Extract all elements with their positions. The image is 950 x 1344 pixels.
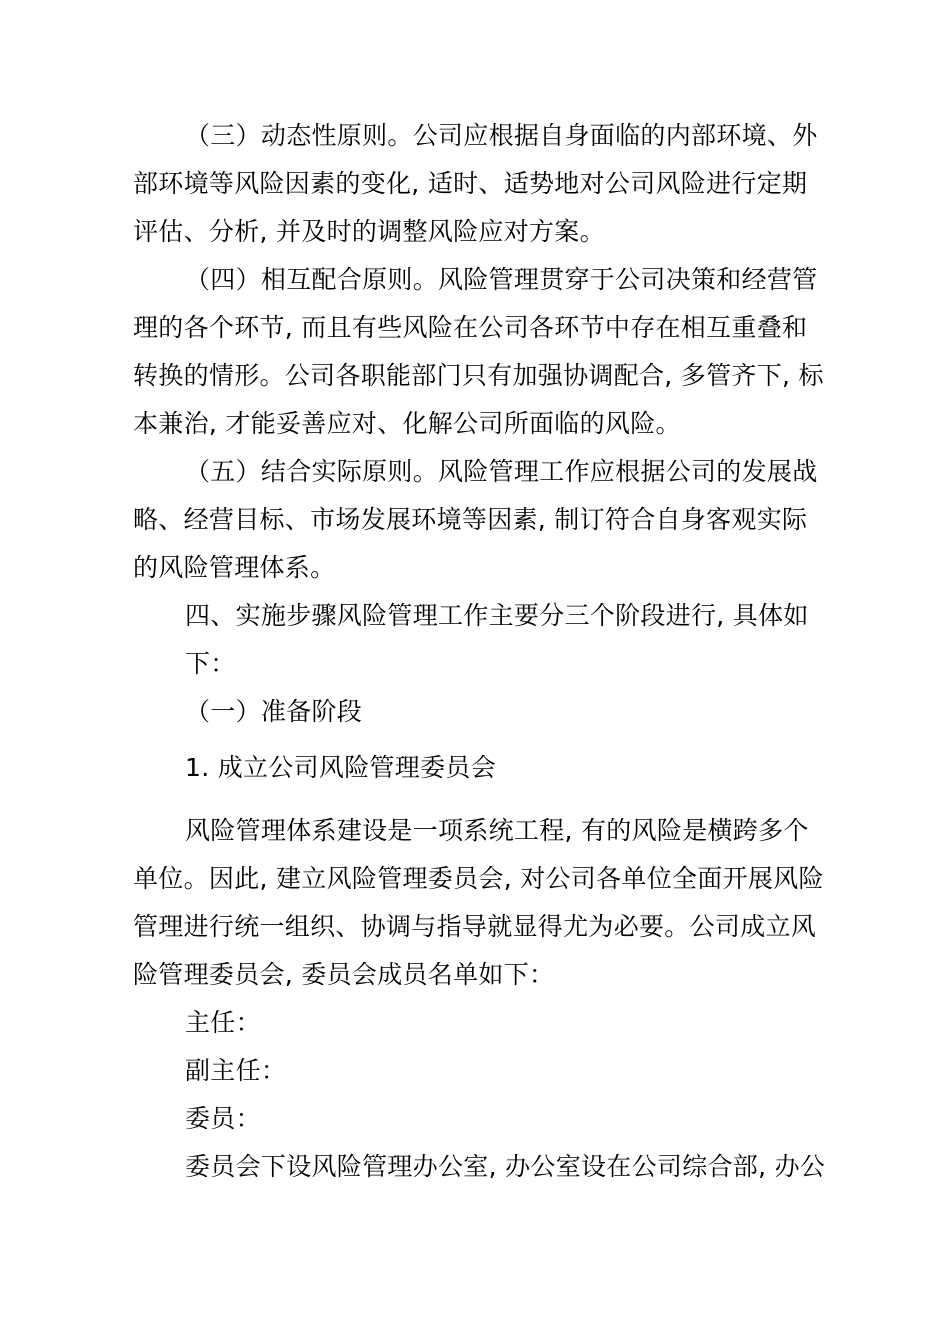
subheading-preparation-stage: （一）准备阶段 xyxy=(185,697,363,726)
member-label-deputy-director: 副主任： xyxy=(185,1056,287,1085)
paragraph-coordination-principle-line-2: 理的各个环节, 而且有些风险在公司各环节中存在相互重叠和 xyxy=(133,313,808,342)
paragraph-dynamic-principle-line-2: 部环境等风险因素的变化, 适时、适势地对公司风险进行定期 xyxy=(133,169,808,198)
paragraph-practical-principle-line-3: 的风险管理体系。 xyxy=(133,553,336,582)
paragraph-coordination-principle-line-4: 本兼治, 才能妥善应对、化解公司所面临的风险。 xyxy=(133,409,681,438)
section-heading-implementation-steps: 四、实施步骤风险管理工作主要分三个阶段进行, 具体如 xyxy=(185,601,809,630)
paragraph-practical-principle-line-2: 略、经营目标、市场发展环境等因素, 制订符合自身客观实际 xyxy=(133,505,808,534)
paragraph-coordination-principle-line-3: 转换的情形。公司各职能部门只有加强协调配合, 多管齐下, 标 xyxy=(133,361,824,390)
paragraph-dynamic-principle-line-3: 评估、分析, 并及时的调整风险应对方案。 xyxy=(133,217,605,246)
paragraph-committee-line-1: 风险管理体系建设是一项系统工程, 有的风险是横跨多个 xyxy=(185,816,809,845)
paragraph-coordination-principle-line-1: （四）相互配合原则。风险管理贯穿于公司决策和经营管 xyxy=(185,265,818,294)
item-heading-establish-committee: 1. 成立公司风险管理委员会 xyxy=(185,753,497,782)
paragraph-office-line-1: 委员会下设风险管理办公室, 办公室设在公司综合部, 办公 xyxy=(185,1152,826,1181)
member-label-director: 主任： xyxy=(185,1008,261,1037)
paragraph-committee-line-2: 单位。因此, 建立风险管理委员会, 对公司各单位全面开展风险 xyxy=(133,864,824,893)
section-heading-implementation-steps-cont: 下： xyxy=(185,649,236,678)
paragraph-committee-line-3: 管理进行统一组织、协调与指导就显得尤为必要。公司成立风 xyxy=(133,912,817,941)
paragraph-dynamic-principle-line-1: （三）动态性原则。公司应根据自身面临的内部环境、外 xyxy=(185,121,818,150)
paragraph-practical-principle-line-1: （五）结合实际原则。风险管理工作应根据公司的发展战 xyxy=(185,457,818,486)
paragraph-committee-line-4: 险管理委员会, 委员会成员名单如下： xyxy=(133,960,555,989)
member-label-members: 委员： xyxy=(185,1104,261,1133)
